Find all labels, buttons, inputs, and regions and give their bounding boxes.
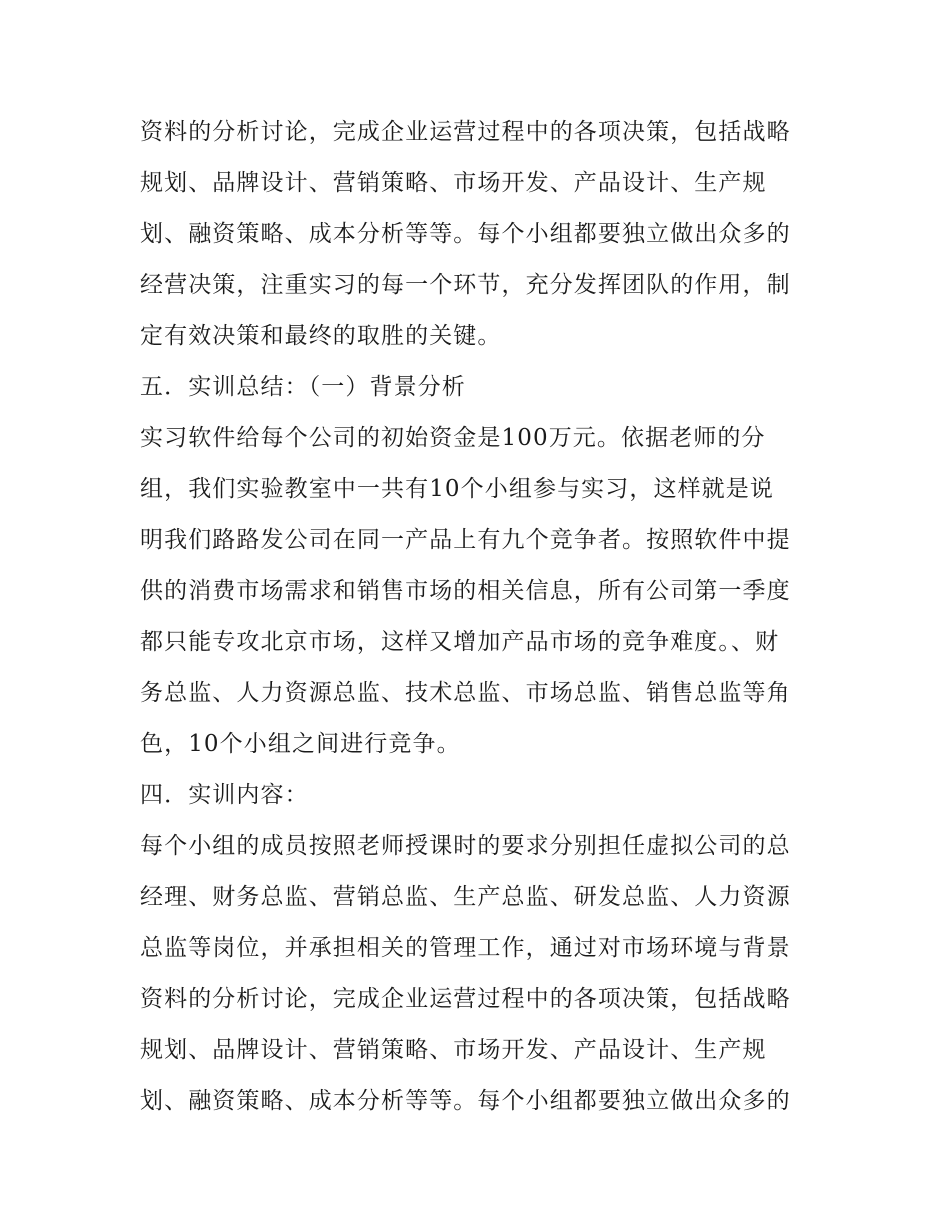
text-line: 经营决策，注重实习的每一个环节，充分发挥团队的作用，制 xyxy=(140,272,791,298)
text-line: 明我们路路发公司在同一产品上有九个竞争者。按照软件中提 xyxy=(140,527,791,553)
section-heading: 四．实训内容： xyxy=(140,782,309,808)
section-heading: 五．实训总结：（一）背景分析 xyxy=(140,374,466,400)
text-line: 资料的分析讨论，完成企业运营过程中的各项决策，包括战略 xyxy=(140,986,791,1012)
text-line: 务总监、人力资源总监、技术总监、市场总监、销售总监等角 xyxy=(140,680,791,706)
text-line: 定有效决策和最终的取胜的关键。 xyxy=(140,323,502,349)
text-line: 规划、品牌设计、营销策略、市场开发、产品设计、生产规 xyxy=(140,1037,767,1063)
text-line: 实习软件给每个公司的初始资金是100万元。依据老师的分 xyxy=(140,425,766,451)
text-line: 供的消费市场需求和销售市场的相关信息，所有公司第一季度 xyxy=(140,578,791,604)
text-line: 都只能专攻北京市场，这样又增加产品市场的竞争难度。、财 xyxy=(140,629,780,655)
text-line: 每个小组的成员按照老师授课时的要求分别担任虚拟公司的总 xyxy=(140,833,791,859)
text-line: 划、融资策略、成本分析等等。每个小组都要独立做出众多的 xyxy=(140,1088,791,1114)
body-text xyxy=(140,107,820,1127)
text-line: 色，10个小组之间进行竞争。 xyxy=(140,731,461,757)
text-line: 经理、财务总监、营销总监、生产总监、研发总监、人力资源 xyxy=(140,884,791,910)
text-line: 组，我们实验教室中一共有10个小组参与实习，这样就是说 xyxy=(140,476,774,502)
text-line: 规划、品牌设计、营销策略、市场开发、产品设计、生产规 xyxy=(140,170,767,196)
text-line: 划、融资策略、成本分析等等。每个小组都要独立做出众多的 xyxy=(140,221,791,247)
text-line: 总监等岗位，并承担相关的管理工作，通过对市场环境与背景 xyxy=(140,935,791,961)
text-line: 资料的分析讨论，完成企业运营过程中的各项决策，包括战略 xyxy=(140,119,791,145)
